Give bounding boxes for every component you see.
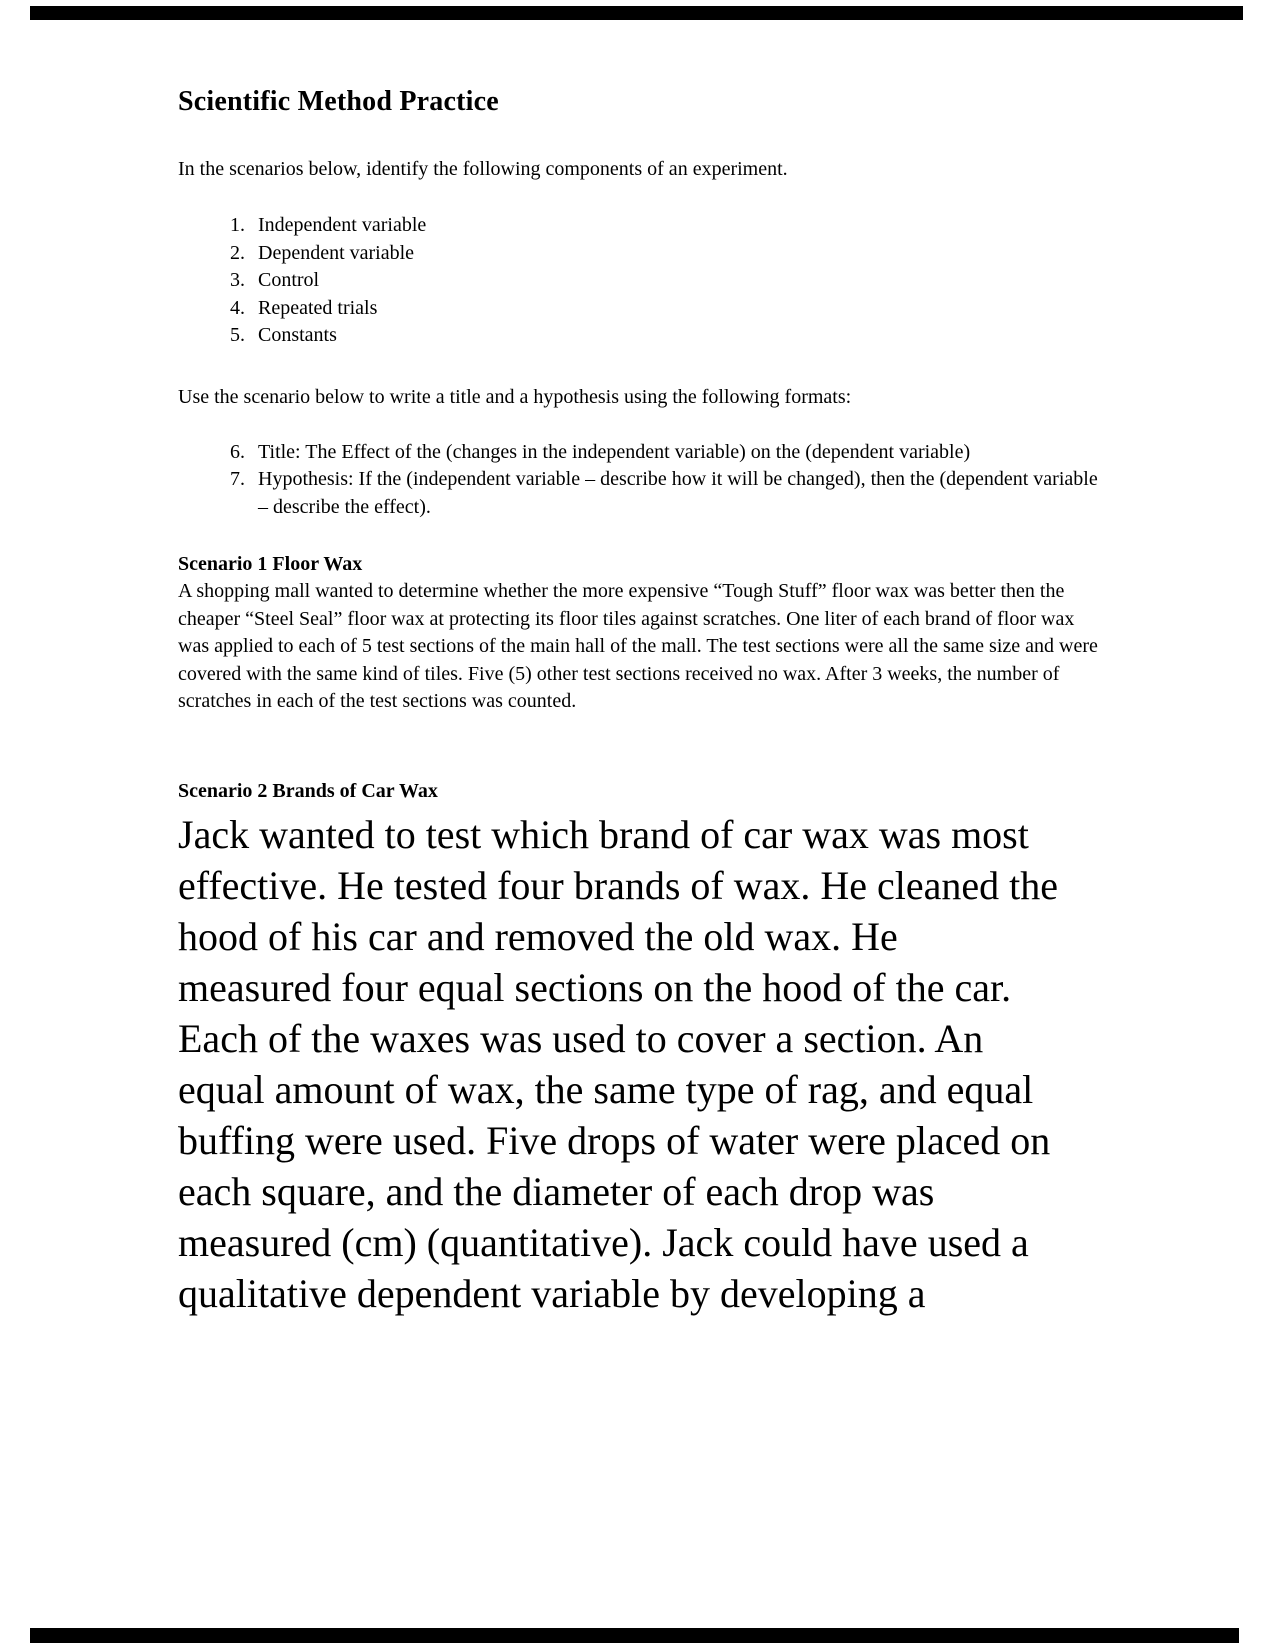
intro-text: In the scenarios below, identify the following components of an experiment. (178, 158, 788, 180)
scan-artifact-bar-bottom (30, 1628, 1239, 1643)
worksheet-content (178, 0, 1103, 1319)
scenario-2-heading: Scenario 2 Brands of Car Wax (178, 779, 438, 802)
format-list-item-title: 6. Title: The Effect of the (changes in the independent variable) on the (dependent variable) (250, 439, 1103, 467)
scenario-1-body: A shopping mall wanted to determine whether the more expensive “Tough Stuff” floor wax was better then the cheaper “Steel Seal” floor wax at protecting its floor tiles against scratches. One liter of each brand of floor wax was applied to each of 5 test sections of the main hall of the mall. The test sections were all the same size and were covered with the same kind of tiles. Five (5) other test sections received no wax. After 3 weeks, the number of scratches in each of the test sections was counted. (178, 580, 1098, 712)
components-list (178, 212, 1103, 350)
format-list (178, 439, 1103, 522)
components-list-item-1: 1. Independent variable (250, 212, 1103, 240)
scenario-1-heading: Scenario 1 Floor Wax (178, 553, 363, 575)
scenario-2-body: Jack wanted to test which brand of car wax was most effective. He tested four brands of wax. He cleaned the hood of his car and removed the old wax. He measured four equal sections on the hood of the car. Each of the waxes was used to cover a section. An equal amount of wax, the same type of rag, and equal buffing were used. Five drops of water were placed on each square, and the diameter of each drop was measured (cm) (quantitative). Jack could have used a qualitative dependent variable by developing a (178, 811, 1058, 1316)
format-list-item-hypothesis: 7. Hypothesis: If the (independent variable – describe how it will be changed), then the (dependent variable – describe the effect). (250, 466, 1103, 521)
components-list-item-3: 3. Control (250, 267, 1103, 295)
page-title: Scientific Method Practice (178, 86, 499, 117)
format-intro-text: Use the scenario below to write a title and a hypothesis using the following formats: (178, 385, 852, 408)
components-list-item-2: 2. Dependent variable (250, 240, 1103, 268)
components-list-item-4: 4. Repeated trials (250, 295, 1103, 323)
components-list-item-5: 5. Constants (250, 322, 1103, 350)
